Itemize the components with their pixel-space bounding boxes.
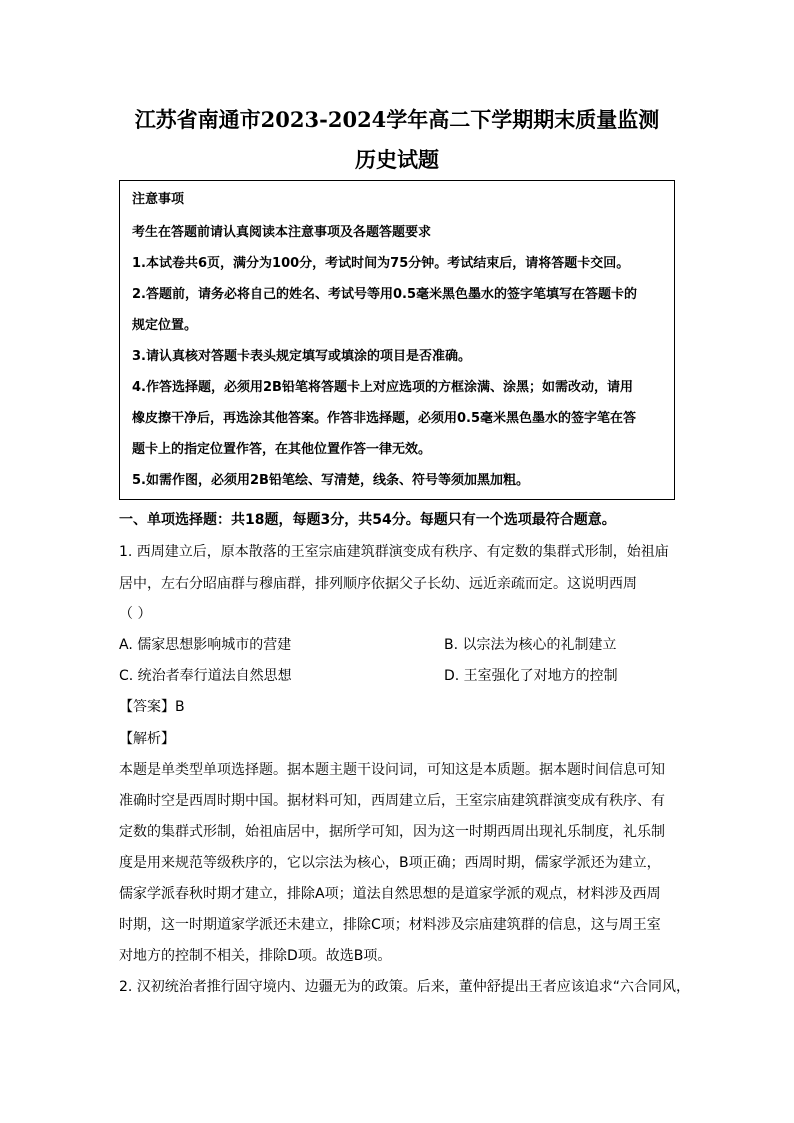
option-d: D. 王室强化了对地方的控制 (444, 668, 618, 684)
notice-line: 1.本试卷共6页，满分为100分，考试时间为75分钟。考试结束后，请将答题卡交回。 (132, 256, 630, 271)
notice-line: 5.如需作图，必须用2B铅笔绘、写清楚，线条、符号等须加黑加粗。 (132, 473, 529, 488)
section-heading: 一、单项选择题：共18题，每题3分，共54分。每题只有一个选项最符合题意。 (119, 512, 616, 528)
answer-blank: （ ） (119, 606, 152, 622)
notice-box (119, 180, 675, 500)
question-stem: 2. 汉初统治者推行固守境内、边疆无为的政策。后来，董仲舒提出王者应该追求“六合同风， (119, 979, 691, 995)
notice-line: 4.作答选择题，必须用2B铅笔将答题卡上对应选项的方框涂满、涂黑；如需改动，请用 (132, 380, 633, 395)
analysis-line: 度是用来规范等级秩序的，它以宗法为核心，B项正确；西周时期，儒家学派还为建立， (119, 855, 661, 871)
option-c: C. 统治者奉行道法自然思想 (119, 668, 292, 684)
question-stem: 1. 西周建立后，原本散落的王室宗庙建筑群演变成有秩序、有定数的集群式形制，始祖庙 (119, 544, 669, 560)
notice-line: 2.答题前，请务必将自己的姓名、考试号等用0.5毫米黑色墨水的签字笔填写在答题卡的 (132, 287, 638, 302)
notice-heading: 注意事项 (132, 192, 185, 207)
notice-line: 橡皮擦干净后，再选涂其他答案。作答非选择题，必须用0.5毫米黑色墨水的签字笔在答 (132, 411, 637, 426)
notice-line: 规定位置。 (132, 318, 198, 333)
answer: 【答案】B (119, 699, 185, 715)
exam-title: 江苏省南通市2023-2024学年高二下学期期末质量监测 (134, 107, 660, 132)
exam-subject: 历史试题 (355, 147, 439, 172)
option-a: A. 儒家思想影响城市的营建 (119, 637, 292, 653)
analysis-line: 定数的集群式形制，始祖庙居中，据所学可知，因为这一时期西周出现礼乐制度，礼乐制 (119, 824, 665, 840)
analysis-line: 本题是单类型单项选择题。据本题主题干设问词，可知这是本质题。据本题时间信息可知 (119, 762, 665, 778)
analysis-heading: 【解析】 (119, 731, 175, 747)
option-b: B. 以宗法为核心的礼制建立 (444, 637, 617, 653)
analysis-line: 对地方的控制不相关，排除D项。故选B项。 (119, 948, 392, 964)
analysis-line: 准确时空是西周时期中国。据材料可知，西周建立后，王室宗庙建筑群演变成有秩序、有 (119, 793, 665, 809)
analysis-line: 时期，这一时期道家学派还未建立，排除C项；材料涉及宗庙建筑群的信息，这与周王室 (119, 917, 661, 933)
analysis-line: 儒家学派春秋时期才建立，排除A项；道法自然思想的是道家学派的观点，材料涉及西周 (119, 886, 661, 902)
notice-line: 3.请认真核对答题卡表头规定填写或填涂的项目是否准确。 (132, 349, 471, 364)
notice-line: 考生在答题前请认真阅读本注意事项及各题答题要求 (132, 225, 432, 240)
notice-line: 题卡上的指定位置作答，在其他位置作答一律无效。 (132, 442, 432, 457)
question-stem: 居中，左右分昭庙群与穆庙群，排列顺序依据父子长幼、远近亲疏而定。这说明西周 (119, 576, 637, 592)
